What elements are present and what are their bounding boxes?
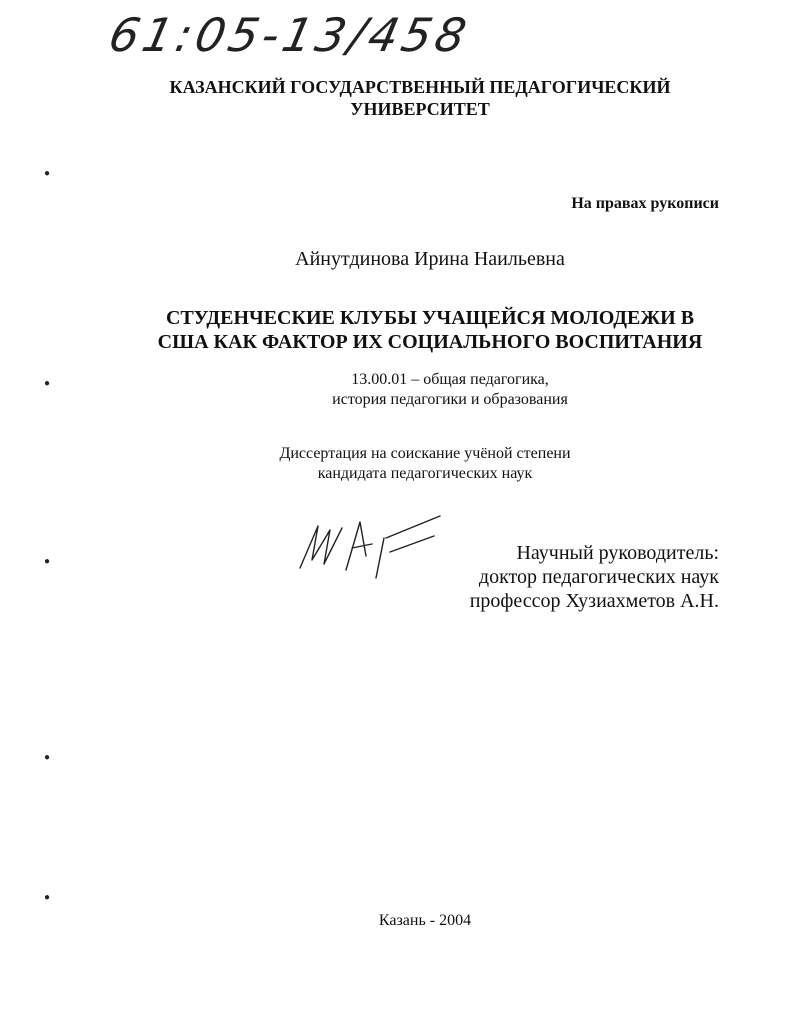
- scientific-advisor: [470, 541, 719, 613]
- specialty: [200, 370, 700, 410]
- advisor-name: профессор Хузиахметов А.Н.: [469, 590, 719, 612]
- manuscript-note: На правах рукописи: [571, 195, 719, 212]
- specialty-line-2: история педагогики и образования: [332, 391, 568, 408]
- bullet-mark-icon: ●: [44, 168, 51, 179]
- bullet-mark-icon: ●: [44, 556, 51, 567]
- author-name: Айнутдинова Ирина Наильевна: [295, 248, 565, 270]
- degree-line-2: кандидата педагогических наук: [317, 465, 533, 482]
- advisor-degree: доктор педагогических наук: [478, 566, 719, 588]
- handwritten-signature-icon: [290, 508, 450, 588]
- city-year: Казань - 2004: [378, 912, 472, 929]
- degree-line-1: Диссертация на соискание учёной степени: [279, 445, 571, 462]
- university-name: [120, 76, 720, 120]
- degree-statement: [200, 444, 650, 484]
- university-line-2: УНИВЕРСИТЕТ: [350, 99, 490, 119]
- bullet-mark-icon: ●: [44, 752, 51, 763]
- bullet-mark-icon: ●: [44, 892, 51, 903]
- title-line-1: СТУДЕНЧЕСКИЕ КЛУБЫ УЧАЩЕЙСЯ МОЛОДЕЖИ В: [165, 307, 695, 329]
- university-line-1: КАЗАНСКИЙ ГОСУДАРСТВЕННЫЙ ПЕДАГОГИЧЕСКИЙ: [169, 77, 671, 97]
- specialty-line-1: 13.00.01 – общая педагогика,: [351, 371, 549, 388]
- archive-code: 61:05-13/458: [104, 8, 475, 62]
- advisor-label: Научный руководитель:: [516, 542, 719, 564]
- bullet-mark-icon: ●: [44, 378, 51, 389]
- dissertation-title: [100, 306, 760, 354]
- title-line-2: США КАК ФАКТОР ИХ СОЦИАЛЬНОГО ВОСПИТАНИЯ: [157, 331, 703, 353]
